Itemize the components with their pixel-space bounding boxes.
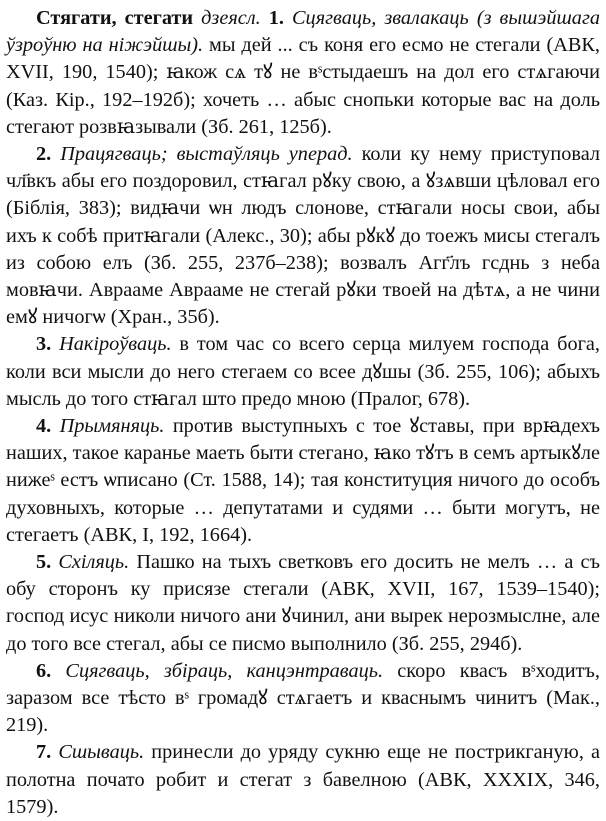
- sense-definition: Накіроўваць.: [59, 333, 172, 356]
- sense-number: 1: [268, 7, 279, 29]
- sense-citations: мы дей ... съ коня его есмо не стегали (АВК, XVII, 190, 1540); ꙗкож сѧ тꙋ не вˢстыдаешъ на дол его стѧгаючи (Каз. Кір., 192–192б); хочеть … абыс снопьки которые вас на доль стегают розвꙗзывали (Зб. 261, 125б).: [6, 34, 600, 138]
- sense-definition: Сцягваць, збіраць, канцэнтраваць.: [65, 659, 384, 682]
- headword: Стягати, стегати: [36, 7, 194, 29]
- sense-number: 7: [36, 741, 47, 764]
- sense-number: 2: [36, 143, 47, 166]
- sense-1: Стягати, стегати дзеясл. 1. Сцягваць, звалакаць (з вышэйшага ўзроўню на ніжэйшы). мы дей ... съ коня его есмо не стегали (АВК, XVII, 190, 1540); ꙗкож сѧ тꙋ не вˢстыдаешъ на дол его стѧгаючи (Каз. Кір., 192–192б); хочеть … абыс снопьки которые вас на доль стегают розвꙗзывали (Зб. 261, 125б).: [6, 7, 600, 138]
- sense-citations: Пашко на тыхъ светковъ его досить не мелъ … а съ обу сторонъ ку присязе стегали (АВК, XVII, 167, 1539–1540); господ исус николи ничого ани ꙋчинил, ани вырек нерозмыслне, але до того все стегал, абы се писмо выполнило (Зб. 255, 294б).: [6, 551, 600, 655]
- sense-number: 3: [36, 333, 47, 356]
- sense-2: 2. Працягваць; выстаўляць уперад. коли ку нему приступовал чл҃вкъ абы его поздоровил, стꙗгал рꙋку свою, а ꙋзѧвши цѣловал его (Біблія, 383); видꙗчи ѡн людъ слонове, стꙗгали носы свои, абы ихъ к собѣ притꙗгали (Алекс., 30); абы рꙋкꙋ до тоежъ мисы стегалъ из собою елъ (Зб. 255, 237б–238); возвалъ Агг҃лъ гсднь з неба мовꙗчи. Аврааме Аврааме не стегай рꙋки твоей на дѣтѧ, а не чини емꙋ ничогѡ (Хран., 35б).: [6, 143, 600, 329]
- sense-7: 7. Сшываць. принесли до уряду сукню еще не пострикганую, а полотна почато робит и стегат з бавелною (АВК, XXXIX, 346, 1579).: [6, 741, 601, 818]
- sense-definition: Прымяняць.: [59, 415, 165, 438]
- sense-definition: Схіляць.: [58, 551, 130, 574]
- sense-definition: Сцягваць, звалакаць (з вышэйшага ўзроўню на ніжэйшы).: [6, 7, 600, 57]
- sense-citations: коли ку нему приступовал чл҃вкъ абы его поздоровил, стꙗгал рꙋку свою, а ꙋзѧвши цѣловал его (Біблія, 383); видꙗчи ѡн людъ слонове, стꙗгали носы свои, абы ихъ к собѣ притꙗгали (Алекс., 30); абы рꙋкꙋ до тоежъ мисы стегалъ из собою елъ (Зб. 255, 237б–238); возвалъ Агг҃лъ гсднь з неба мовꙗчи. Аврааме Аврааме не стегай рꙋки твоей на дѣтѧ, а не чини емꙋ ничогѡ (Хран., 35б).: [6, 143, 600, 329]
- sense-citations: против выступныхъ с тое ꙋставы, при врꙗдехъ наших, такое каранье маеть быти стегано, ꙗко тꙋтъ в семъ артыкꙋле нижеˢ естъ ѡписано (Ст. 1588, 14); тая конституция ничого до особъ духовныхъ, которые … депутатами и судями … быти могутъ, не стегаетъ (АВК, I, 192, 1664).: [6, 415, 601, 546]
- sense-citations: в том час со всего серца милуем господа бога, коли вси мысли до него стегаем со всее дꙋшы (Зб. 255, 106); абыхъ мысль до того стꙗгал што предо мною (Пралог, 678).: [6, 333, 600, 410]
- sense-citations: скоро квасъ вˢходитъ, заразом все тѣсто вˢ громадꙋ стѧгаетъ и кваснымъ чинитъ (Мак., 219).: [6, 659, 600, 737]
- dictionary-entry: [6, 5, 600, 821]
- sense-6: 6. Сцягваць, збіраць, канцэнтраваць. скоро квасъ вˢходитъ, заразом все тѣсто вˢ громадꙋ стѧгаетъ и кваснымъ чинитъ (Мак., 219).: [6, 659, 600, 737]
- sense-4: 4. Прымяняць. против выступныхъ с тое ꙋставы, при врꙗдехъ наших, такое каранье маеть быти стегано, ꙗко тꙋтъ в семъ артыкꙋле нижеˢ естъ ѡписано (Ст. 1588, 14); тая конституция ничого до особъ духовныхъ, которые … депутатами и судями … быти могутъ, не стегаетъ (АВК, I, 192, 1664).: [6, 415, 601, 546]
- sense-definition: Сшываць.: [58, 741, 145, 764]
- sense-3: 3. Накіроўваць. в том час со всего серца милуем господа бога, коли вси мысли до него стегаем со всее дꙋшы (Зб. 255, 106); абыхъ мысль до того стꙗгал што предо мною (Пралог, 678).: [6, 333, 600, 410]
- sense-citations: принесли до уряду сукню еще не пострикганую, а полотна почато робит и стегат з бавелною (АВК, XXXIX, 346, 1579).: [6, 741, 601, 818]
- grammar-label: дзеясл.: [201, 7, 261, 29]
- sense-definition: Працягваць; выстаўляць уперад.: [60, 143, 353, 166]
- sense-number: 6: [36, 659, 47, 682]
- sense-number: 4: [36, 415, 47, 438]
- sense-number: 5: [36, 551, 47, 574]
- sense-5: 5. Схіляць. Пашко на тыхъ светковъ его досить не мелъ … а съ обу сторонъ ку присязе стегали (АВК, XVII, 167, 1539–1540); господ исус николи ничого ани ꙋчинил, ани вырек нерозмыслне, але до того все стегал, абы се писмо выполнило (Зб. 255, 294б).: [6, 551, 600, 655]
